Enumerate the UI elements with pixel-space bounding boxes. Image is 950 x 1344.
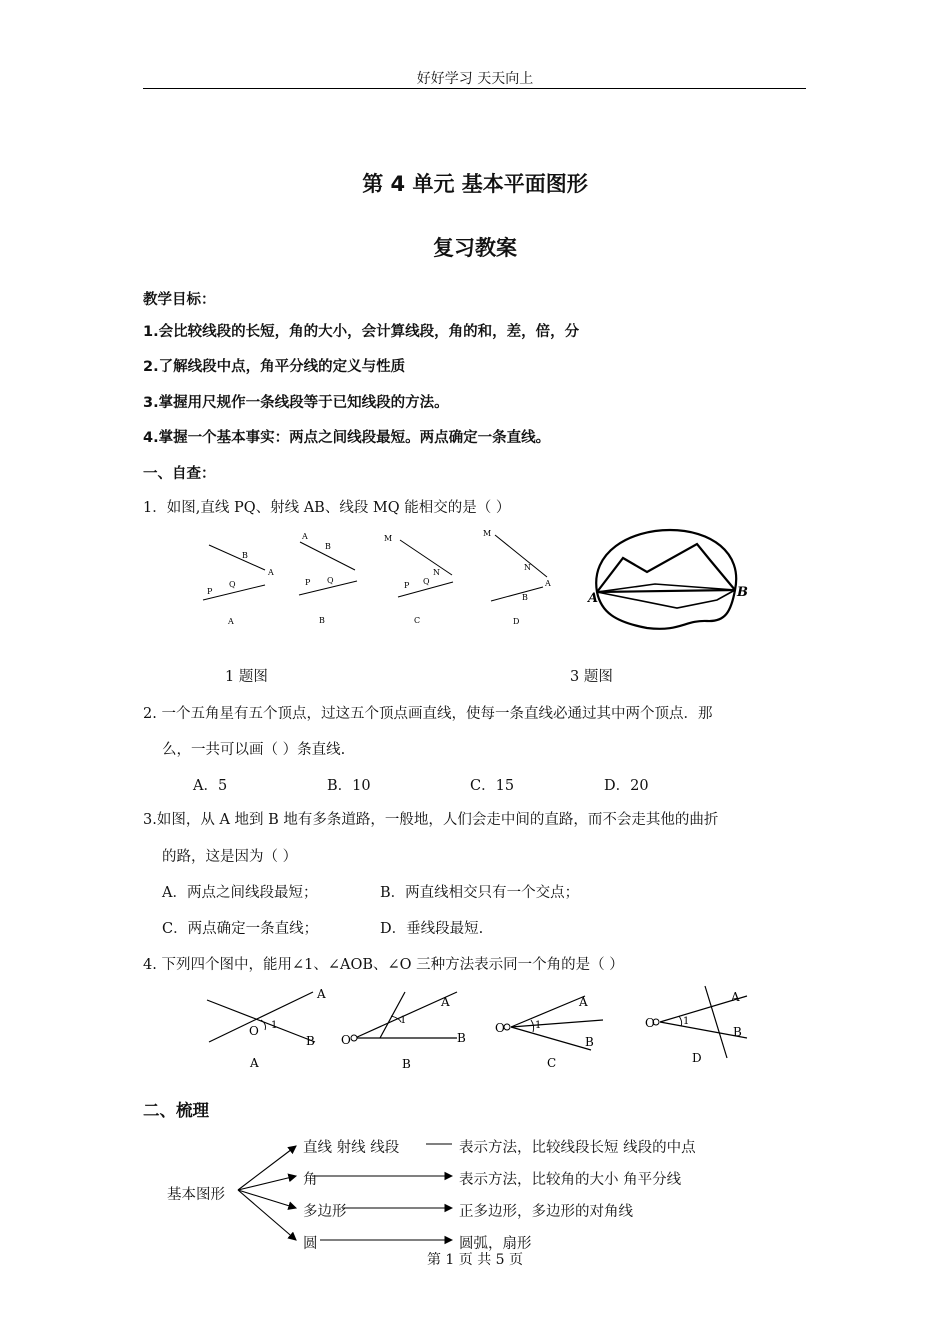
- page-footer: 第 1 页 共 5 页: [426, 1252, 524, 1268]
- fig3-straight-road: [597, 590, 735, 592]
- summary-branch-line-types: 直线 射线 线段: [303, 1140, 400, 1156]
- question-3-option-c: C．两点确定一条直线；: [162, 921, 319, 937]
- page-header: 好好学习 天天向上: [416, 71, 534, 87]
- objectives-heading: 教学目标：: [143, 292, 216, 308]
- summary-desc-circle: 圆弧，扇形: [459, 1236, 532, 1252]
- fig1-c-label-n: N: [433, 568, 440, 577]
- fig1-b-label-b: B: [325, 542, 331, 551]
- figure-3: [585, 522, 755, 634]
- fig1-caption-b: B: [319, 616, 325, 625]
- question-3-option-a: A．两点之间线段最短；: [162, 885, 318, 901]
- fig4-caption-c: C: [547, 1056, 557, 1070]
- question-2-option-c: C．15: [470, 778, 515, 794]
- fig4-b-label-b: B: [457, 1031, 466, 1045]
- fig4-a-line-2: [209, 992, 313, 1042]
- fig1-b-label-q: Q: [327, 576, 334, 585]
- fig4-caption-b: B: [402, 1057, 411, 1071]
- summary-branch-angle: 角: [303, 1172, 318, 1188]
- objective-4: 4.掌握一个基本事实：两点之间线段最短。两点确定一条直线。: [143, 430, 551, 446]
- fig1-d-label-m: M: [483, 529, 492, 538]
- question-2-line-2: 么，一共可以画（ ）条直线.: [162, 742, 346, 758]
- fig4-c-vertex: [504, 1024, 510, 1030]
- fig1-a-label-q: Q: [229, 580, 236, 589]
- fig1-caption-a: A: [228, 617, 234, 626]
- arrow-to-polygon: [238, 1190, 296, 1208]
- objective-3: 3.掌握用尺规作一条线段等于已知线段的方法。: [143, 395, 449, 411]
- fig4-c-label-a: A: [579, 995, 588, 1009]
- summary-desc-polygon: 正多边形，多边形的对角线: [459, 1204, 633, 1220]
- objective-2: 2.了解线段中点，角平分线的定义与性质: [143, 359, 406, 375]
- fig1-d-line-ab: [491, 587, 543, 601]
- fig4-d-transversal: [705, 986, 727, 1058]
- summary-root: 基本图形: [167, 1187, 225, 1203]
- fig1-d-label-b: B: [522, 593, 528, 602]
- fig1-d-label-a: A: [545, 579, 551, 588]
- fig4-b-vertex: [351, 1035, 357, 1041]
- summary-branch-polygon: 多边形: [303, 1204, 347, 1220]
- question-3-line-2: 的路，这是因为（ ）: [162, 849, 298, 865]
- fig4-a-label-o: O: [249, 1024, 259, 1038]
- fig4-a-label-b: B: [306, 1034, 315, 1048]
- fig4-b-label-o: O: [341, 1033, 351, 1047]
- question-1: 1．如图,直线 PQ、射线 AB、线段 MQ 能相交的是（ ）: [143, 500, 511, 516]
- fig1-c-segment-mn: [400, 540, 452, 575]
- fig1-caption-c: C: [414, 616, 421, 625]
- fig1-c-label-p: P: [404, 581, 410, 590]
- fig3-outer-curve: [596, 530, 736, 629]
- fig4-d-label-a: A: [731, 990, 740, 1004]
- fig1-a-label-a: A: [268, 568, 274, 577]
- fig1-a-label-p: P: [207, 587, 213, 596]
- fig1-b-label-p: P: [305, 578, 311, 587]
- fig4-d-label-1: 1: [683, 1016, 690, 1027]
- question-2-line-1: 2. 一个五角星有五个顶点，过这五个顶点画直线，使每一条直线必通过其中两个顶点．那: [143, 706, 713, 722]
- fig4-caption-a: A: [250, 1056, 259, 1070]
- fig4-c-side-ob: [511, 1027, 591, 1050]
- unit-title: 第 4 单元 基本平面图形: [362, 172, 588, 196]
- figure-3-label: 3 题图: [570, 669, 613, 685]
- fig1-caption-d: D: [513, 617, 520, 626]
- question-3-line-1: 3.如图，从 A 地到 B 地有多条道路，一般地，人们会走中间的直路，而不会走其他的曲折: [143, 812, 719, 828]
- section-2-heading: 二、梳理: [143, 1101, 209, 1120]
- summary-desc-line-types: 表示方法，比较线段长短 线段的中点: [459, 1140, 696, 1156]
- fig4-d-angle-arc: [679, 1016, 682, 1026]
- fig4-d-label-b: B: [733, 1025, 742, 1039]
- question-3-option-b: B．两直线相交只有一个交点；: [380, 885, 580, 901]
- fig4-b-label-1: 1: [400, 1015, 407, 1026]
- question-3-option-d: D．垂线段最短.: [380, 921, 484, 937]
- fig1-a-label-b: B: [242, 551, 248, 560]
- section-1-heading: 一、自查：: [143, 466, 216, 482]
- fig4-c-label-o: O: [495, 1021, 505, 1035]
- header-rule: [143, 88, 806, 89]
- fig1-d-segment-mn: [495, 535, 547, 577]
- question-2-option-d: D．20: [604, 778, 649, 794]
- objective-1: 1.会比较线段的长短，角的大小，会计算线段，角的和，差，倍，分: [143, 324, 580, 340]
- fig4-d-label-o: O: [645, 1016, 655, 1030]
- fig1-d-label-n: N: [524, 563, 531, 572]
- question-2-option-a: A．5: [193, 778, 228, 794]
- fig4-caption-d: D: [692, 1051, 702, 1065]
- figure-4: [195, 980, 755, 1076]
- fig4-a-label-a: A: [317, 987, 326, 1001]
- fig3-point-a: A: [588, 591, 599, 606]
- question-2-option-b: B．10: [327, 778, 371, 794]
- fig3-point-b: B: [737, 585, 748, 600]
- figure-1: [195, 525, 565, 635]
- figure-1-label: 1 题图: [225, 669, 268, 685]
- fig4-c-label-1: 1: [535, 1020, 542, 1031]
- fig1-a-ray-ab: [209, 545, 265, 570]
- arrow-to-circle: [238, 1190, 296, 1240]
- summary-branch-circle: 圆: [303, 1236, 318, 1252]
- fig4-c-label-b: B: [585, 1035, 594, 1049]
- fig1-b-label-a: A: [302, 532, 308, 541]
- fig1-c-label-q: Q: [423, 577, 430, 586]
- doc-title: 复习教案: [433, 236, 517, 260]
- question-4: 4. 下列四个图中，能用∠1、∠AOB、∠O 三种方法表示同一个角的是（ ）: [143, 957, 624, 973]
- fig1-c-label-m: M: [384, 534, 393, 543]
- fig4-a-label-1: 1: [271, 1020, 278, 1031]
- summary-desc-angle: 表示方法，比较角的大小 角平分线: [459, 1172, 682, 1188]
- fig4-b-label-a: A: [441, 995, 450, 1009]
